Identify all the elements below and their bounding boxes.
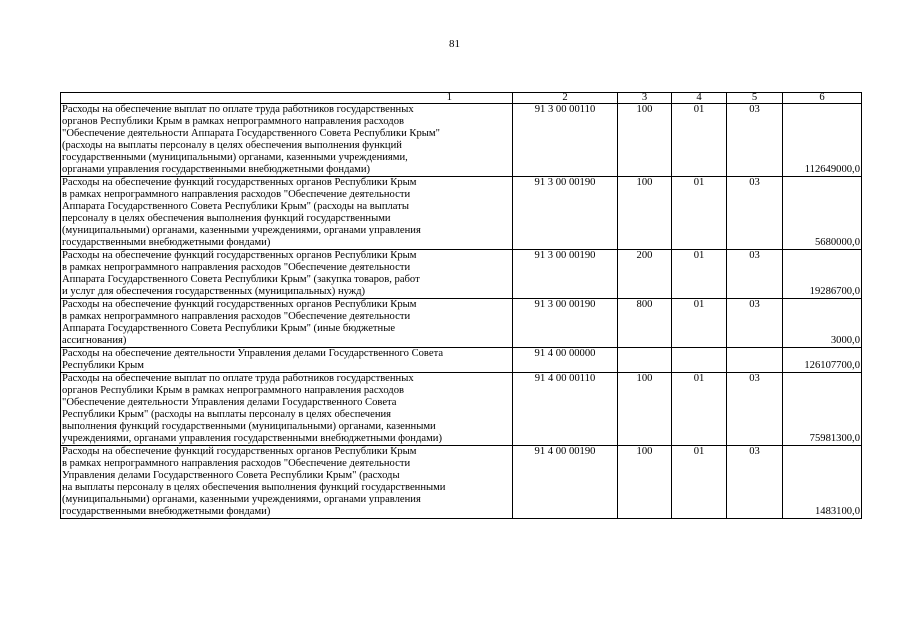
row-description [61, 299, 513, 348]
row-col-3: 100 [618, 104, 672, 177]
row-col-4: 01 [672, 250, 727, 299]
description-line: Республики Крым" (расходы на выплаты персоналу в целях обеспечения [62, 409, 392, 420]
row-col-4: 01 [672, 446, 727, 519]
row-col-4: 01 [672, 177, 727, 250]
description-line: в рамках непрограммного направления расходов "Обеспечение деятельности [62, 458, 411, 469]
description-line: персоналу в целях обеспечения выполнения функций государственными [62, 213, 391, 224]
description-line: Расходы на обеспечение функций государственных органов Республики Крым [62, 446, 417, 457]
description-line: на выплаты персоналу в целях обеспечения выполнения функций государственными [62, 482, 446, 493]
row-code: 91 3 00 00110 [513, 104, 618, 177]
row-col-5: 03 [727, 177, 783, 250]
description-line: Расходы на обеспечение функций государственных органов Республики Крым [62, 250, 417, 261]
description-line: органами управления государственными внебюджетными фондами) [62, 164, 371, 175]
description-line: (муниципальными) органами, казенными учреждениями, органами управления [62, 494, 421, 505]
row-amount: 1483100,0 [783, 446, 862, 519]
row-col-5: 03 [727, 250, 783, 299]
description-line: (расходы на выплаты персоналу в целях обеспечения выполнения функций [62, 140, 402, 151]
row-col-3: 200 [618, 250, 672, 299]
row-code: 91 4 00 00110 [513, 373, 618, 446]
table-row [61, 348, 862, 373]
row-amount: 126107700,0 [783, 348, 862, 373]
description-line: в рамках непрограммного направления расходов "Обеспечение деятельности [62, 262, 411, 273]
row-description [61, 373, 513, 446]
description-line: Аппарата Государственного Совета Республики Крым" (расходы на выплаты [62, 201, 409, 212]
row-col-4: 01 [672, 299, 727, 348]
description-line: Расходы на обеспечение функций государственных органов Республики Крым [62, 177, 417, 188]
row-col-5: 03 [727, 446, 783, 519]
table-header-row [61, 93, 862, 104]
description-line: государственными внебюджетными фондами) [62, 237, 271, 248]
row-col-5: 03 [727, 104, 783, 177]
row-description [61, 348, 513, 373]
row-amount: 5680000,0 [783, 177, 862, 250]
header-col-3: 3 [618, 93, 672, 104]
description-line: Управления делами Государственного Совета Республики Крым" (расходы [62, 470, 400, 481]
description-line: государственными внебюджетными фондами) [62, 506, 271, 517]
description-line: Расходы на обеспечение деятельности Управления делами Государственного Совета [62, 348, 444, 359]
description-line: органов Республики Крым в рамках непрограммного направления расходов [62, 385, 404, 396]
row-code: 91 3 00 00190 [513, 177, 618, 250]
description-line: Республики Крым [62, 360, 144, 371]
row-col-5: 03 [727, 373, 783, 446]
header-col-5: 5 [727, 93, 783, 104]
table-row [61, 250, 862, 299]
row-code: 91 4 00 00000 [513, 348, 618, 373]
description-line: и услуг для обеспечения государственных (муниципальных) нужд) [62, 286, 366, 297]
row-amount: 112649000,0 [783, 104, 862, 177]
description-line: учреждениями, органами управления государственными внебюджетными фондами) [62, 433, 442, 444]
description-line: ассигнования) [62, 335, 127, 346]
row-col-5: 03 [727, 299, 783, 348]
description-line: выполнения функций государственными (муниципальными) органами, казенными [62, 421, 436, 432]
page-number: 81 [449, 38, 460, 50]
header-col-1: 1 [61, 93, 513, 104]
table-row [61, 373, 862, 446]
table-row [61, 104, 862, 177]
row-amount: 75981300,0 [783, 373, 862, 446]
header-col-4: 4 [672, 93, 727, 104]
row-code: 91 3 00 00190 [513, 250, 618, 299]
table-row [61, 177, 862, 250]
row-col-3 [618, 348, 672, 373]
description-line: (муниципальными) органами, казенными учреждениями, органами управления [62, 225, 421, 236]
description-line: в рамках непрограммного направления расходов "Обеспечение деятельности [62, 189, 411, 200]
row-col-3: 100 [618, 373, 672, 446]
description-line: Расходы на обеспечение функций государственных органов Республики Крым [62, 299, 417, 310]
row-code: 91 4 00 00190 [513, 446, 618, 519]
description-line: в рамках непрограммного направления расходов "Обеспечение деятельности [62, 311, 411, 322]
row-col-3: 100 [618, 177, 672, 250]
header-col-2: 2 [513, 93, 618, 104]
budget-table [60, 92, 862, 519]
row-col-4 [672, 348, 727, 373]
description-line: Расходы на обеспечение выплат по оплате труда работников государственных [62, 104, 414, 115]
description-line: органов Республики Крым в рамках непрограммного направления расходов [62, 116, 404, 127]
row-description [61, 250, 513, 299]
row-code: 91 3 00 00190 [513, 299, 618, 348]
row-amount: 19286700,0 [783, 250, 862, 299]
row-col-4: 01 [672, 104, 727, 177]
row-description [61, 104, 513, 177]
row-col-4: 01 [672, 373, 727, 446]
header-col-6: 6 [783, 93, 862, 104]
description-line: "Обеспечение деятельности Управления делами Государственного Совета [62, 397, 397, 408]
table-row [61, 299, 862, 348]
row-col-3: 100 [618, 446, 672, 519]
description-line: "Обеспечение деятельности Аппарата Государственного Совета Республики Крым" [62, 128, 440, 139]
row-description [61, 177, 513, 250]
row-amount: 3000,0 [783, 299, 862, 348]
row-col-5 [727, 348, 783, 373]
description-line: Расходы на обеспечение выплат по оплате труда работников государственных [62, 373, 414, 384]
table-row [61, 446, 862, 519]
description-line: Аппарата Государственного Совета Республики Крым" (иные бюджетные [62, 323, 396, 334]
description-line: государственными (муниципальными) органами, казенными учреждениями, [62, 152, 408, 163]
row-description [61, 446, 513, 519]
description-line: Аппарата Государственного Совета Республики Крым" (закупка товаров, работ [62, 274, 420, 285]
row-col-3: 800 [618, 299, 672, 348]
